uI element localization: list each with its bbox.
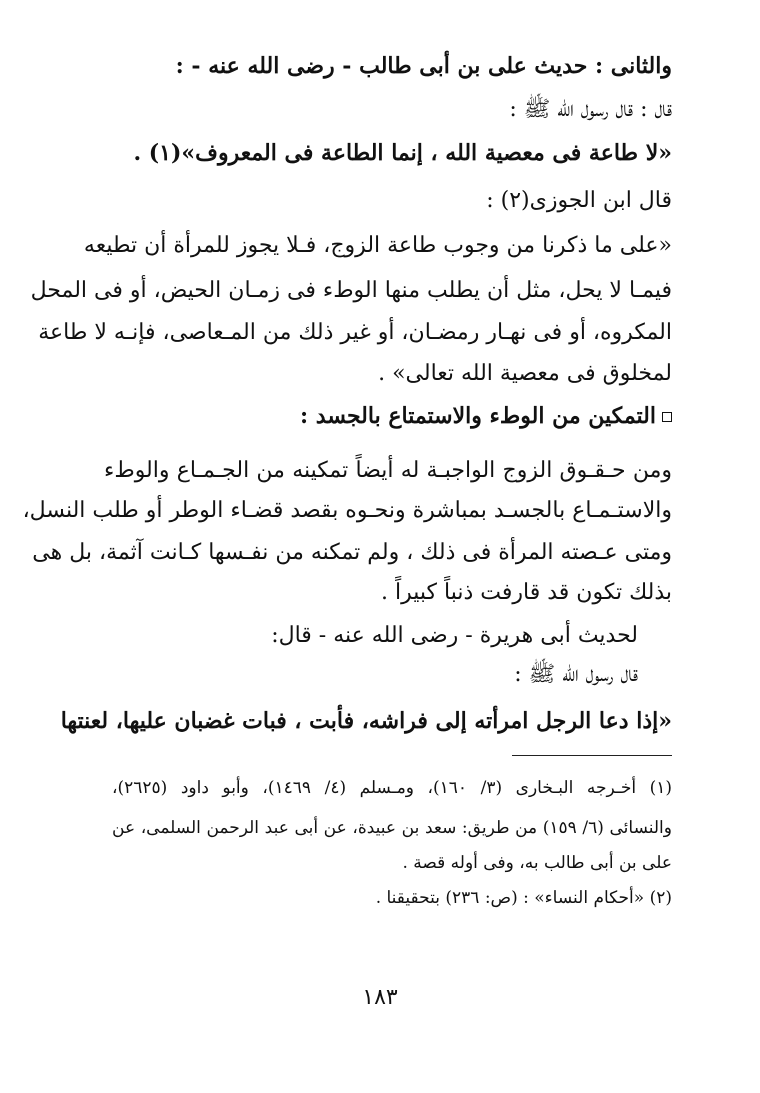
paragraph-line: ومن حـقـوق الزوج الواجبـة له أيضاً تمكينه من الجـمـاع والوطء xyxy=(104,458,672,483)
hadith-quote: «إذا دعا الرجل امرأته إلى فراشه، فأبت ، فبات غضبان عليها، لعنتها xyxy=(60,708,672,734)
page-number: ١٨٣ xyxy=(362,985,398,1010)
square-bullet-icon xyxy=(662,412,672,422)
paragraph-line: والاستـمـاع بالجسـد بمباشرة ونحـوه بقصد قضـاء الوطر أو طلب النسل، xyxy=(22,498,672,523)
paragraph-line: بذلك تكون قد قارفت ذنباً كبيراً . xyxy=(381,580,672,605)
quote-line: فيمـا لا يحل، مثل أن يطلب منها الوطء فى زمـان الحيض، أو فى المحل xyxy=(30,278,672,303)
heading-second-hadith: والثانى : حديث على بن أبى طالب - رضى الله عنه - : xyxy=(175,53,672,79)
footnote-divider xyxy=(512,755,672,756)
footnote-line: والنسائى (٦/ ١٥٩) من طريق: سعد بن عبيدة، عن أبى عبد الرحمن السلمى، عن xyxy=(112,818,672,838)
footnote-line: على بن أبى طالب به، وفى أوله قصة . xyxy=(402,853,672,873)
quote-line: المكروه، أو فى نهـار رمضـان، أو غير ذلك من المـعاصى، فإنـه لا طاعة xyxy=(38,320,672,345)
quote-line: «على ما ذكرنا من وجوب طاعة الزوج، فـلا يجوز للمرأة أن تطيعه xyxy=(83,233,672,258)
text-line: قال : قال رسول الله ﷺ : xyxy=(509,97,672,122)
section-heading xyxy=(104,403,672,429)
footnote-line: (١) أخـرجه البـخارى (٣/ ١٦٠)، ومـسلم (٤/ ١٤٦٩)، وأبو داود (٢٦٢٥)، xyxy=(112,778,673,798)
text-line: قال رسول الله ﷺ : xyxy=(514,662,638,687)
paragraph-line: ومتى عـصته المرأة فى ذلك ، ولم تمكنه من نفـسها كـانت آثمة، بل هى xyxy=(32,540,672,565)
text-line: لحديث أبى هريرة - رضى الله عنه - قال: xyxy=(271,623,638,648)
footnote-line: (٢) «أحكام النساء» : (ص: ٢٣٦) بتحقيقنا . xyxy=(375,888,672,908)
section-heading-text: التمكين من الوطء والاستمتاع بالجسد : xyxy=(300,403,656,429)
text-line: قال ابن الجوزى(٢) : xyxy=(486,188,672,213)
hadith-quote: «لا طاعة فى معصية الله ، إنما الطاعة فى المعروف»(١) . xyxy=(133,140,672,166)
quote-line: لمخلوق فى معصية الله تعالى» . xyxy=(378,361,672,386)
